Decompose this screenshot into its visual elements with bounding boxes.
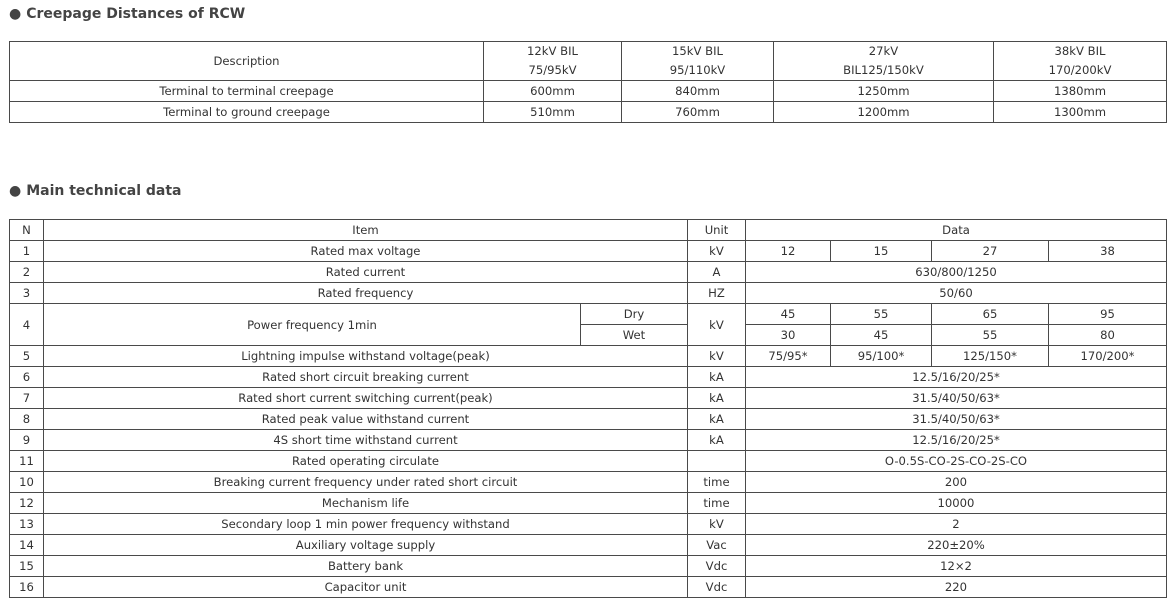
row-unit: kV xyxy=(688,241,746,262)
row-unit: kV xyxy=(688,346,746,367)
table-row xyxy=(10,451,1167,472)
row-item: Rated frequency xyxy=(44,283,688,304)
table-row xyxy=(10,262,1167,283)
row-item: Rated short current switching current(peak) xyxy=(44,388,688,409)
section-heading-technical xyxy=(9,183,181,199)
row-unit: HZ xyxy=(688,283,746,304)
header-description: Description xyxy=(10,42,484,81)
row-label: Terminal to ground creepage xyxy=(10,102,484,123)
cell-value: 1250mm xyxy=(774,81,994,102)
simple-rows xyxy=(10,367,1167,598)
row-item: Auxiliary voltage supply xyxy=(44,535,688,556)
row-item: Rated peak value withstand current xyxy=(44,409,688,430)
bullet-icon: ● xyxy=(9,183,22,199)
row-number: 3 xyxy=(10,283,44,304)
cell-value: 55 xyxy=(932,325,1049,346)
cell-value: 760mm xyxy=(622,102,774,123)
row-number: 4 xyxy=(10,304,44,346)
row-number: 8 xyxy=(10,409,44,430)
table-row xyxy=(10,367,1167,388)
cell-value: O-0.5S-CO-2S-CO-2S-CO xyxy=(746,451,1167,472)
cell-value: 600mm xyxy=(484,81,622,102)
table-row xyxy=(10,577,1167,598)
row-unit xyxy=(688,451,746,472)
cell-value: 630/800/1250 xyxy=(746,262,1167,283)
row-item: Rated max voltage xyxy=(44,241,688,262)
section-title: Main technical data xyxy=(26,183,182,199)
sub-label-wet: Wet xyxy=(581,325,688,346)
header-n: N xyxy=(10,220,44,241)
header-line: 38kV BIL xyxy=(1054,44,1106,58)
row-item: Capacitor unit xyxy=(44,577,688,598)
header-line: 15kV BIL xyxy=(672,44,723,58)
table-row xyxy=(10,241,1167,262)
table-row xyxy=(10,493,1167,514)
table-header-row xyxy=(10,220,1167,241)
row-item: Lightning impulse withstand voltage(peak) xyxy=(44,346,688,367)
table-row xyxy=(10,535,1167,556)
header-line: 12kV BIL xyxy=(527,44,578,58)
header-line: 27kV xyxy=(868,44,899,58)
table-row xyxy=(10,472,1167,493)
header-item: Item xyxy=(44,220,688,241)
row-unit: kA xyxy=(688,409,746,430)
row-number: 7 xyxy=(10,388,44,409)
table-row xyxy=(10,304,1167,325)
creepage-table xyxy=(9,41,1167,123)
row-item: 4S short time withstand current xyxy=(44,430,688,451)
row-unit: A xyxy=(688,262,746,283)
cell-value: 45 xyxy=(831,325,932,346)
row-item: Power frequency 1min xyxy=(44,304,581,346)
header-column xyxy=(774,42,994,81)
table-row xyxy=(10,81,1167,102)
header-line: BIL125/150kV xyxy=(843,63,924,77)
cell-value: 95 xyxy=(1049,304,1167,325)
cell-value: 12.5/16/20/25* xyxy=(746,430,1167,451)
cell-value: 95/100* xyxy=(831,346,932,367)
cell-value: 38 xyxy=(1049,241,1167,262)
row-number: 15 xyxy=(10,556,44,577)
header-column xyxy=(994,42,1167,81)
cell-value: 15 xyxy=(831,241,932,262)
section-title: Creepage Distances of RCW xyxy=(26,6,246,22)
row-number: 1 xyxy=(10,241,44,262)
section-heading-creepage xyxy=(9,6,245,22)
row-item: Rated operating circulate xyxy=(44,451,688,472)
row-unit: time xyxy=(688,472,746,493)
row-unit: Vdc xyxy=(688,577,746,598)
row-item: Rated short circuit breaking current xyxy=(44,367,688,388)
row-item: Rated current xyxy=(44,262,688,283)
technical-data-table xyxy=(9,219,1167,598)
row-unit: Vac xyxy=(688,535,746,556)
cell-value: 220±20% xyxy=(746,535,1167,556)
cell-value: 45 xyxy=(746,304,831,325)
row-item: Battery bank xyxy=(44,556,688,577)
table-row xyxy=(10,430,1167,451)
cell-value: 2 xyxy=(746,514,1167,535)
cell-value: 30 xyxy=(746,325,831,346)
table-row xyxy=(10,283,1167,304)
row-number: 10 xyxy=(10,472,44,493)
cell-value: 170/200* xyxy=(1049,346,1167,367)
cell-value: 55 xyxy=(831,304,932,325)
row-unit: kA xyxy=(688,388,746,409)
cell-value: 1380mm xyxy=(994,81,1167,102)
header-unit: Unit xyxy=(688,220,746,241)
row-item: Mechanism life xyxy=(44,493,688,514)
cell-value: 31.5/40/50/63* xyxy=(746,409,1167,430)
cell-value: 12.5/16/20/25* xyxy=(746,367,1167,388)
table-row xyxy=(10,556,1167,577)
row-item: Secondary loop 1 min power frequency withstand xyxy=(44,514,688,535)
cell-value: 1300mm xyxy=(994,102,1167,123)
row-unit: kA xyxy=(688,367,746,388)
row-unit: kV xyxy=(688,514,746,535)
cell-value: 510mm xyxy=(484,102,622,123)
row-unit: time xyxy=(688,493,746,514)
cell-value: 31.5/40/50/63* xyxy=(746,388,1167,409)
cell-value: 75/95* xyxy=(746,346,831,367)
row-number: 13 xyxy=(10,514,44,535)
row-number: 5 xyxy=(10,346,44,367)
cell-value: 65 xyxy=(932,304,1049,325)
header-line: 170/200kV xyxy=(1048,63,1112,77)
row-number: 6 xyxy=(10,367,44,388)
cell-value: 125/150* xyxy=(932,346,1049,367)
row-unit: kA xyxy=(688,430,746,451)
header-line: 95/110kV xyxy=(669,63,726,77)
table-row xyxy=(10,388,1167,409)
cell-value: 27 xyxy=(932,241,1049,262)
cell-value: 1200mm xyxy=(774,102,994,123)
cell-value: 12 xyxy=(746,241,831,262)
row-number: 14 xyxy=(10,535,44,556)
cell-value: 12×2 xyxy=(746,556,1167,577)
header-column xyxy=(622,42,774,81)
row-item: Breaking current frequency under rated short circuit xyxy=(44,472,688,493)
row-number: 2 xyxy=(10,262,44,283)
row-unit: kV xyxy=(688,304,746,346)
row-label: Terminal to terminal creepage xyxy=(10,81,484,102)
table-row xyxy=(10,514,1167,535)
header-line: 75/95kV xyxy=(528,63,577,77)
table-row xyxy=(10,409,1167,430)
sub-label-dry: Dry xyxy=(581,304,688,325)
row-number: 11 xyxy=(10,451,44,472)
header-column xyxy=(484,42,622,81)
cell-value: 50/60 xyxy=(746,283,1167,304)
table-row xyxy=(10,346,1167,367)
cell-value: 220 xyxy=(746,577,1167,598)
row-number: 9 xyxy=(10,430,44,451)
row-unit: Vdc xyxy=(688,556,746,577)
table-row xyxy=(10,102,1167,123)
cell-value: 200 xyxy=(746,472,1167,493)
cell-value: 840mm xyxy=(622,81,774,102)
cell-value: 80 xyxy=(1049,325,1167,346)
bullet-icon: ● xyxy=(9,6,22,22)
row-number: 12 xyxy=(10,493,44,514)
cell-value: 10000 xyxy=(746,493,1167,514)
header-data: Data xyxy=(746,220,1167,241)
row-number: 16 xyxy=(10,577,44,598)
